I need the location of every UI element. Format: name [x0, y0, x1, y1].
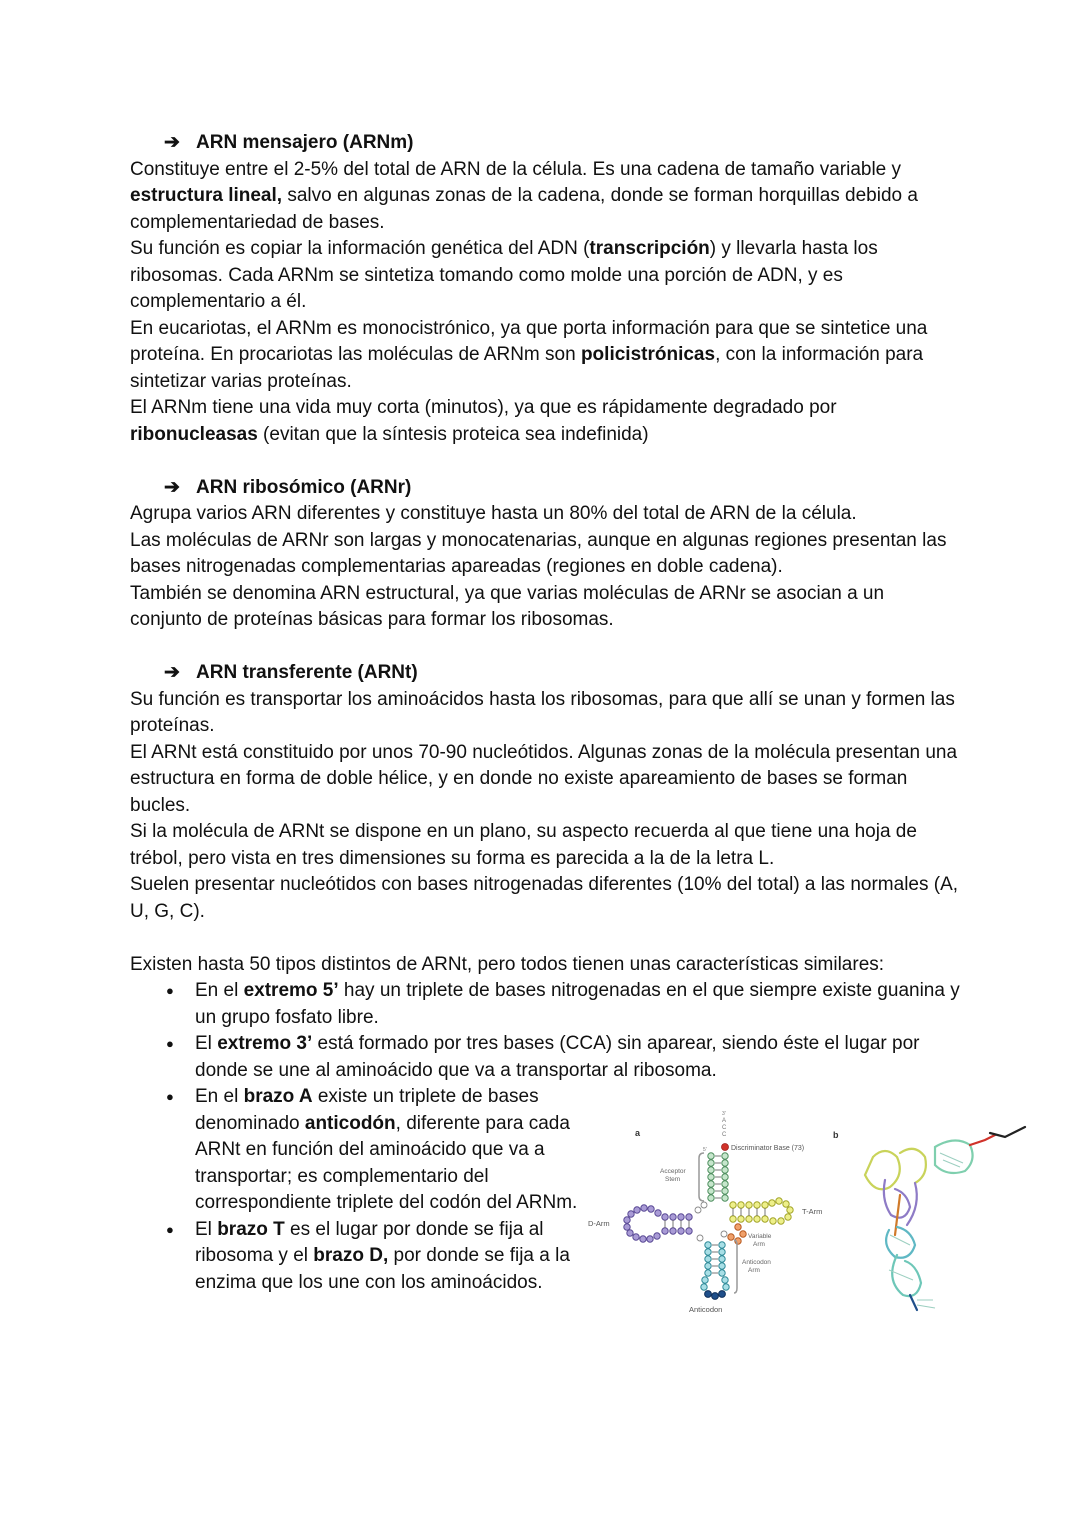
- trna-cloverleaf-diagram: [585, 1105, 1035, 1340]
- paragraph: En eucariotas, el ARNm es monocistrónico, ya que porta información para que se sintetice una proteína. En procariotas las moléculas de ARNm son policistrónicas, con la información para sintetizar varias proteínas.: [130, 317, 928, 392]
- anticodon-triplet: [705, 1291, 726, 1300]
- arrow-icon: ➔: [164, 132, 180, 153]
- paragraph: También se denomina ARN estructural, ya que varias moléculas de ARNr se asocian a un conjunto de proteínas básicas para formar los ribosomas.: [130, 582, 885, 630]
- svg-text:Variable: Variable: [748, 1233, 772, 1240]
- discriminator-base-icon: [722, 1144, 729, 1151]
- base-pair-rungs: [889, 1153, 963, 1308]
- svg-text:Acceptor: Acceptor: [660, 1168, 686, 1175]
- list-item: ● En el extremo 5’ hay un triplete de bases nitrogenadas en el que siempre existe guanina y un grupo fosfato libre.: [130, 978, 960, 1031]
- list-intro: Existen hasta 50 tipos distintos de ARNt, pero todos tienen unas características similares:: [130, 953, 885, 975]
- list-item: ● El brazo T es el lugar por donde se fija al ribosoma y el brazo D, por donde se fija a la enzima que los une con los aminoácidos.: [130, 1217, 580, 1297]
- svg-text:Discriminator Base (73): Discriminator Base (73): [731, 1145, 805, 1152]
- arrow-icon: ➔: [164, 476, 180, 498]
- paragraph: Las moléculas de ARNr son largas y monocatenarias, aunque en algunas regiones presentan las bases nitrogenadas complementarias apareadas (regiones en doble cadena).: [130, 529, 947, 577]
- svg-text:5': 5': [703, 1147, 707, 1153]
- svg-text:Anticodon: Anticodon: [742, 1259, 771, 1266]
- svg-text:3': 3': [722, 1111, 726, 1117]
- paragraph: El ARNm tiene una vida muy corta (minutos), ya que es rápidamente degradado por ribonucleasas (evitan que la síntesis proteica sea indefinida): [130, 397, 837, 445]
- svg-text:Stem: Stem: [665, 1176, 681, 1183]
- panel-label-b: b: [833, 1130, 839, 1140]
- section-heading-rrna: ➔ ARN ribosómico (ARNr): [130, 475, 960, 502]
- panel-label-a: a: [635, 1128, 641, 1138]
- svg-text:Arm: Arm: [748, 1267, 760, 1274]
- paragraph: Suelen presentar nucleótidos con bases nitrogenadas diferentes (10% del total) a las normales (A, U, G, C).: [130, 874, 959, 922]
- paragraph: Su función es copiar la información genética del ADN (transcripción) y llevarla hasta los ribosomas. Cada ARNm se sintetiza tomando como molde una porción de ADN, y es complementario a él.: [130, 238, 878, 312]
- paragraph: Si la molécula de ARNt se dispone en un plano, su aspecto recuerda al que tiene una hoja de trébol, pero vista en tres dimensiones su forma es parecida a la de la letra L.: [130, 821, 917, 869]
- svg-text:A: A: [722, 1118, 727, 1124]
- paragraph: Agrupa varios ARN diferentes y constituye hasta un 80% del total de ARN de la célula.: [130, 503, 857, 524]
- paragraph: Su función es transportar los aminoácidos hasta los ribosomas, para que allí se unan y formen las proteínas.: [130, 688, 955, 736]
- list-item: ● El extremo 3’ está formado por tres bases (CCA) sin aparear, siendo éste el lugar por donde se une al aminoácido que va a transportar al ribosoma.: [130, 1031, 960, 1084]
- svg-text:Arm: Arm: [753, 1241, 765, 1248]
- trna-figure: [585, 1105, 1035, 1340]
- svg-text:Anticodon: Anticodon: [689, 1305, 723, 1314]
- svg-text:C: C: [722, 1125, 727, 1131]
- arrow-icon: ➔: [164, 662, 180, 683]
- section-heading-trna: ➔ ARN transferente (ARNt): [130, 660, 960, 687]
- list-item: ● En el brazo A existe un triplete de bases denominado anticodón, diferente para cada ARNt en función del aminoácido que va a transportar; es complementario del correspondiente triplete del codón del ARNm.: [130, 1084, 580, 1217]
- section-heading-mrna: ➔ ARN mensajero (ARNm): [130, 130, 960, 157]
- trna-3d-structure: [865, 1127, 1025, 1310]
- paragraph: Constituye entre el 2-5% del total de ARN de la célula. Es una cadena de tamaño variable y estructura lineal, salvo en algunas zonas de la cadena, donde se forman horquillas debido a complementariedad de bases.: [130, 158, 918, 233]
- svg-text:D-Arm: D-Arm: [588, 1219, 610, 1228]
- svg-text:T-Arm: T-Arm: [802, 1207, 823, 1216]
- svg-text:C: C: [722, 1132, 727, 1138]
- paragraph: El ARNt está constituido por unos 70-90 nucleótidos. Algunas zonas de la molécula presentan una estructura en forma de doble hélice, y en donde no existe apareamiento de bases se forman bucles.: [130, 741, 958, 816]
